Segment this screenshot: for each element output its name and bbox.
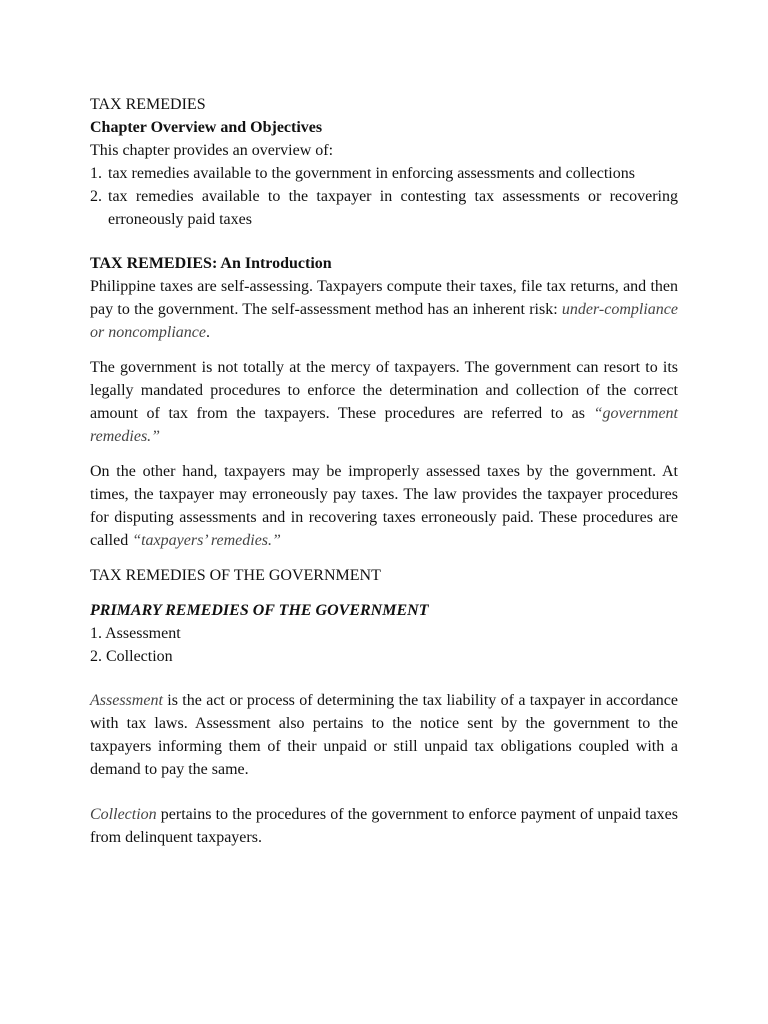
paragraph-self-assessing (90, 275, 678, 344)
paragraph-end: . (205, 324, 210, 341)
list-item: 2. Collection (90, 648, 173, 665)
list-item (90, 162, 678, 185)
primary-heading: PRIMARY REMEDIES OF THE GOVERNMENT (90, 602, 429, 619)
paragraph-government (90, 356, 678, 448)
term-collection: Collection (90, 806, 157, 823)
list-text: tax remedies available to the government in enforcing assessments and collections (108, 165, 635, 182)
document-page (90, 93, 678, 849)
paragraph-text: is the act or process of determining the tax liability of a taxpayer in accordance with tax laws. Assessment also pertains to the notice sent by the government to the taxpayers informing them of their unpaid or still unpaid tax obligations coupled with a demand to pay the same. (90, 692, 678, 778)
intro-line: This chapter provides an overview of: (90, 142, 334, 159)
italic-phrase: “government remedies.” (90, 405, 678, 445)
term-assessment: Assessment (90, 692, 163, 709)
government-heading: TAX REMEDIES OF THE GOVERNMENT (90, 567, 381, 584)
chapter-heading: Chapter Overview and Objectives (90, 119, 323, 136)
paragraph-text: Philippine taxes are self-assessing. Taxpayers compute their taxes, file tax returns, and then pay to the government. The self-assessment method has an inherent risk: (90, 278, 678, 318)
paragraph-text: The government is not totally at the mercy of taxpayers. The government can resort to its legally mandated procedures to enforce the determination and collection of the correct amount of tax from the taxpayers. These procedures are referred to as (90, 359, 678, 422)
list-number: 1. (90, 165, 102, 182)
list-item (90, 185, 678, 231)
intro-heading: TAX REMEDIES: An Introduction (90, 255, 332, 272)
list-number: 2. (90, 188, 102, 205)
list-text: tax remedies available to the taxpayer in contesting tax assessments or recovering erroneously paid taxes (108, 188, 678, 228)
italic-phrase: “taxpayers’ remedies.” (132, 532, 281, 549)
objectives-list (90, 162, 678, 231)
list-item: 1. Assessment (90, 625, 181, 642)
paragraph-assessment (90, 689, 678, 781)
document-title: TAX REMEDIES (90, 96, 206, 113)
primary-remedies-list (90, 622, 678, 668)
paragraph-text: On the other hand, taxpayers may be improperly assessed taxes by the government. At times, the taxpayer may erroneously pay taxes. The law provides the taxpayer procedures for disputing assessments and in recovering taxes erroneously paid. These procedures are called (90, 463, 678, 549)
italic-phrase: under-compliance or noncompliance (90, 301, 678, 341)
paragraph-collection (90, 803, 678, 849)
paragraph-text: pertains to the procedures of the government to enforce payment of unpaid taxes from delinquent taxpayers. (90, 806, 678, 846)
paragraph-taxpayers (90, 460, 678, 552)
